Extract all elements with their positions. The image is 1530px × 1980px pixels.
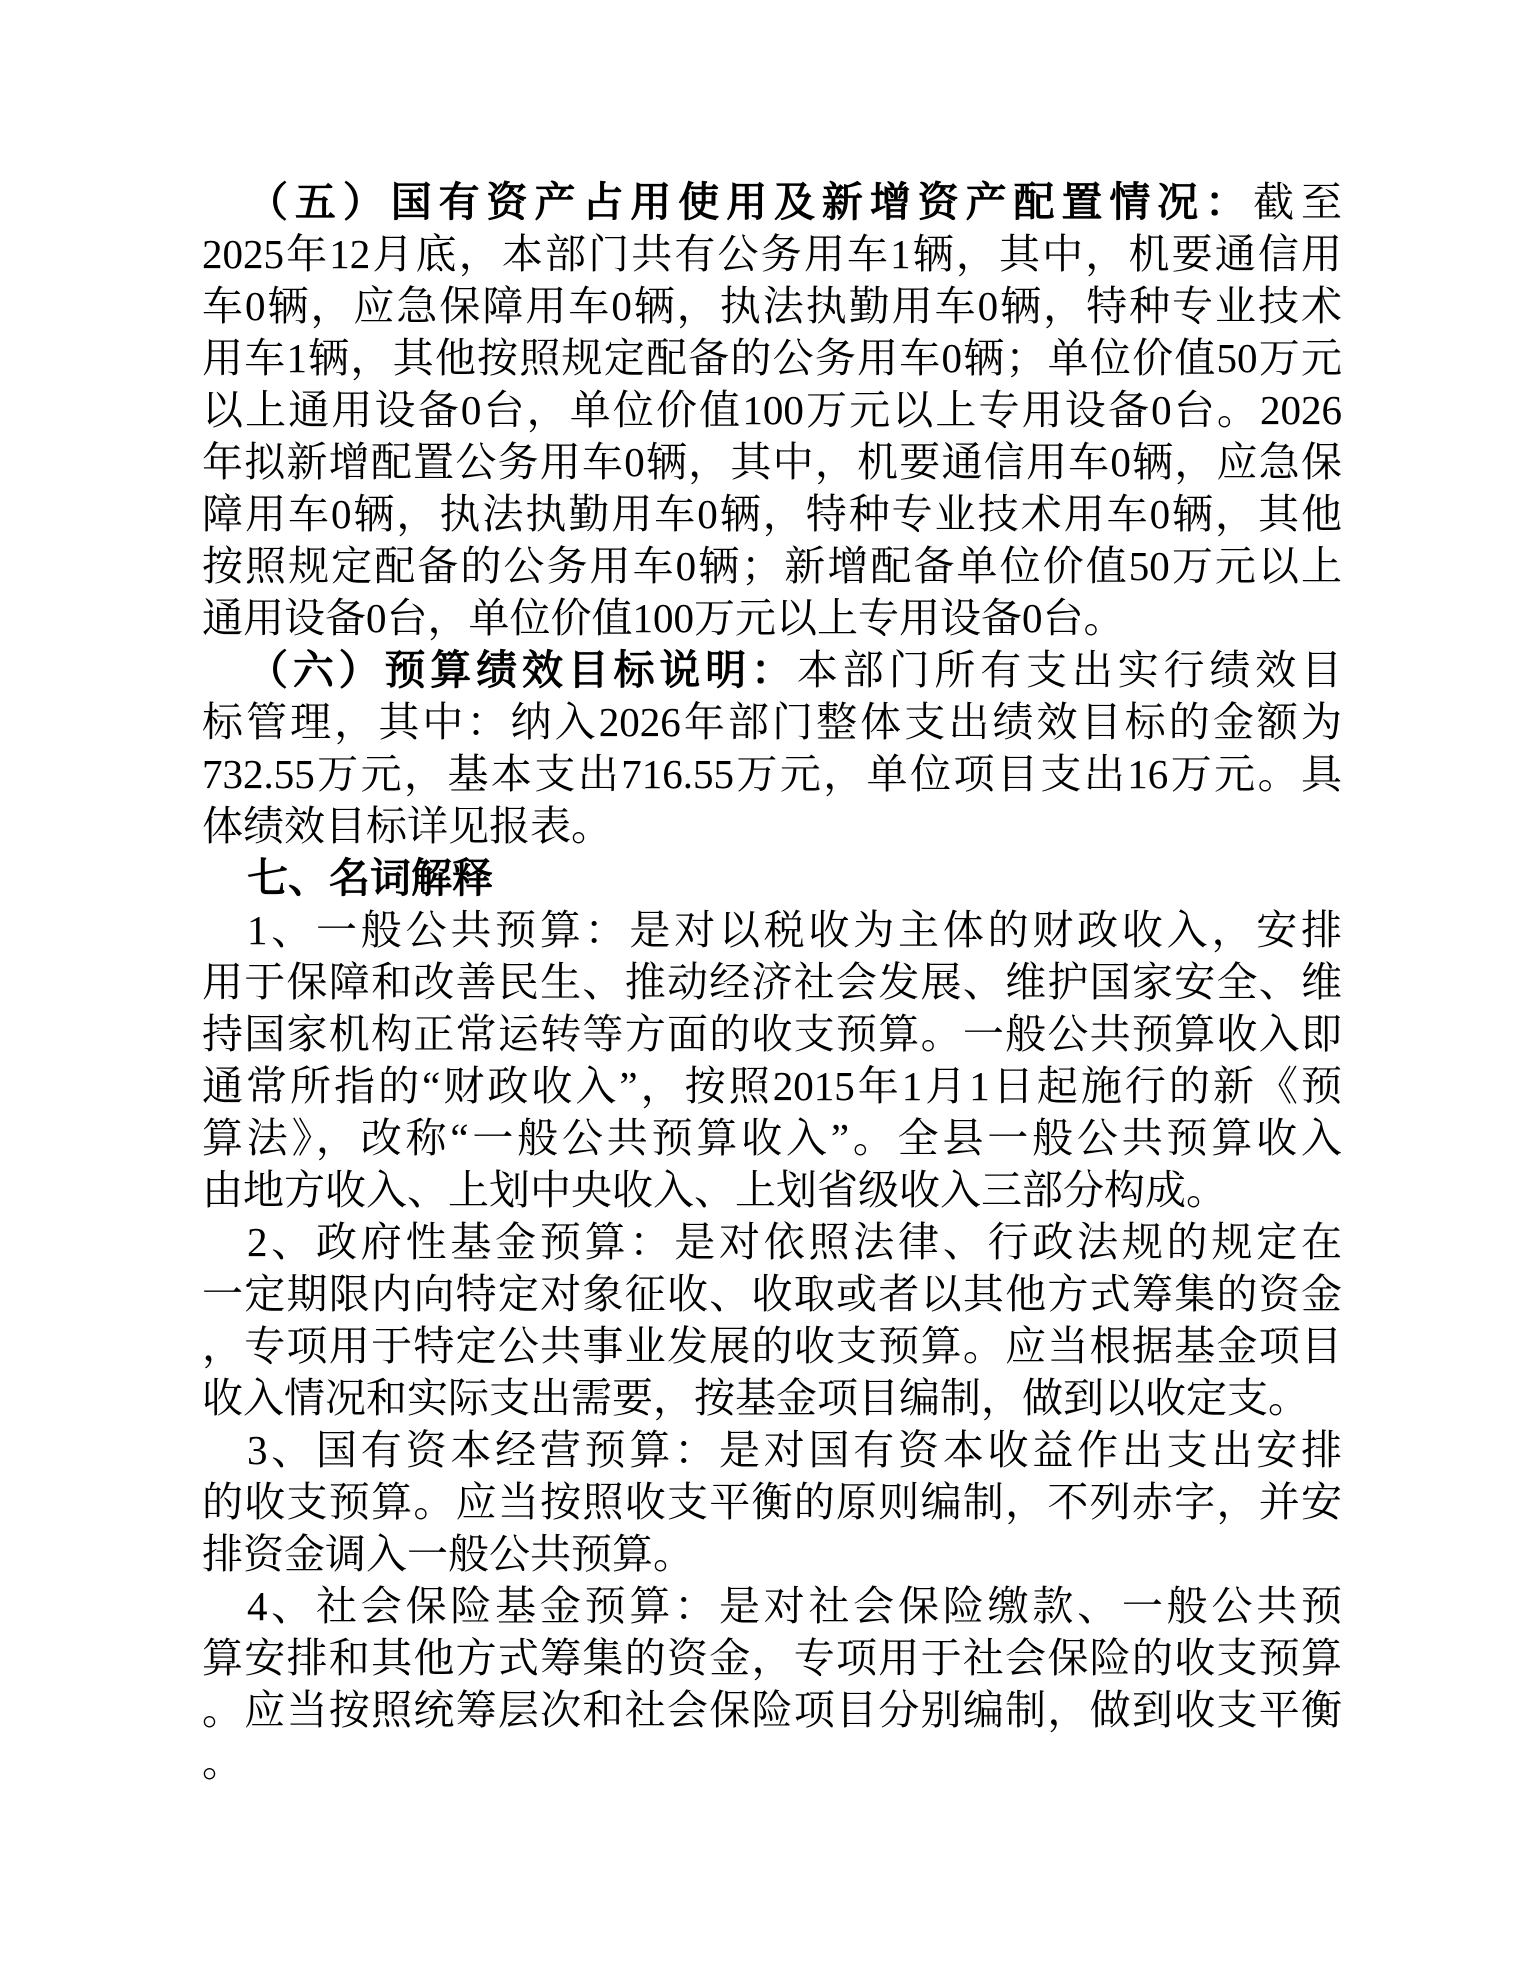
text-line-14 xyxy=(202,852,1342,904)
text-line-16 xyxy=(202,956,1342,1008)
text-segment: 用车1辆，其他按照规定配备的公务用车0辆；单位价值50万元 xyxy=(202,335,1342,381)
text-line-26 xyxy=(202,1476,1342,1528)
text-segment: 通常所指的“财政收入”，按照2015年1月1日起施行的新《预 xyxy=(202,1063,1342,1109)
text-segment: 障用车0辆，执法执勤用车0辆，特种专业技术用车0辆，其他 xyxy=(202,491,1342,537)
text-segment: 年拟新增配置公务用车0辆，其中，机要通信用车0辆，应急保 xyxy=(202,439,1342,485)
text-line-21 xyxy=(202,1216,1342,1268)
text-segment: 用于保障和改善民生、推动经济社会发展、维护国家安全、维 xyxy=(202,959,1342,1005)
text-segment: 持国家机构正常运转等方面的收支预算。一般公共预算收入即 xyxy=(202,1011,1342,1057)
text-line-3 xyxy=(202,280,1342,332)
text-segment: 4、社会保险基金预算：是对社会保险缴款、一般公共预 xyxy=(247,1583,1342,1629)
text-line-15 xyxy=(202,904,1342,956)
text-line-6 xyxy=(202,436,1342,488)
text-line-31 xyxy=(202,1736,1342,1788)
text-segment: 以上通用设备0台，单位价值100万元以上专用设备0台。2026 xyxy=(202,387,1342,433)
text-line-23 xyxy=(202,1320,1342,1372)
text-line-17 xyxy=(202,1008,1342,1060)
text-segment: 算法》，改称“一般公共预算收入”。全县一般公共预算收入 xyxy=(202,1115,1342,1161)
text-segment: 。应当按照统筹层次和社会保险项目分别编制，做到收支平衡 xyxy=(202,1687,1342,1733)
text-segment: 车0辆，应急保障用车0辆，执法执勤用车0辆，特种专业技术 xyxy=(202,283,1342,329)
text-line-5 xyxy=(202,384,1342,436)
text-segment: 通用设备0台，单位价值100万元以上专用设备0台。 xyxy=(202,595,1125,641)
document-body xyxy=(202,176,1342,1788)
heading-text-segment: 七、名词解释 xyxy=(247,855,493,901)
text-segment: 按照规定配备的公务用车0辆；新增配备单位价值50万元以上 xyxy=(202,543,1342,589)
text-line-27 xyxy=(202,1528,1342,1580)
text-line-22 xyxy=(202,1268,1342,1320)
text-segment: 体绩效目标详见报表。 xyxy=(202,803,612,849)
text-line-10 xyxy=(202,644,1342,696)
text-segment: 标管理，其中：纳入2026年部门整体支出绩效目标的金额为 xyxy=(202,699,1342,745)
text-segment: 收入情况和实际支出需要，按基金项目编制，做到以收定支。 xyxy=(202,1375,1309,1421)
text-segment: 截至 xyxy=(1253,179,1343,225)
text-segment: ，专项用于特定公共事业发展的收支预算。应当根据基金项目 xyxy=(202,1323,1342,1369)
text-segment: 一定期限内向特定对象征收、收取或者以其他方式筹集的资金 xyxy=(202,1271,1342,1317)
text-line-2 xyxy=(202,228,1342,280)
text-segment: 。 xyxy=(202,1739,243,1785)
heading-text-segment: （六）预算绩效目标说明： xyxy=(247,647,797,693)
text-segment: 732.55万元，基本支出716.55万元，单位项目支出16万元。具 xyxy=(202,751,1342,797)
text-line-12 xyxy=(202,748,1342,800)
text-line-30 xyxy=(202,1684,1342,1736)
text-line-28 xyxy=(202,1580,1342,1632)
text-line-29 xyxy=(202,1632,1342,1684)
text-segment: 1、一般公共预算：是对以税收为主体的财政收入，安排 xyxy=(247,907,1342,953)
text-line-13 xyxy=(202,800,1342,852)
text-line-19 xyxy=(202,1112,1342,1164)
text-segment: 排资金调入一般公共预算。 xyxy=(202,1531,694,1577)
text-segment: 算安排和其他方式筹集的资金，专项用于社会保险的收支预算 xyxy=(202,1635,1342,1681)
heading-text-segment: （五）国有资产占用使用及新增资产配置情况： xyxy=(247,179,1254,225)
text-line-24 xyxy=(202,1372,1342,1424)
text-line-4 xyxy=(202,332,1342,384)
text-line-8 xyxy=(202,540,1342,592)
text-line-20 xyxy=(202,1164,1342,1216)
text-line-9 xyxy=(202,592,1342,644)
text-segment: 2、政府性基金预算：是对依照法律、行政法规的规定在 xyxy=(247,1219,1342,1265)
text-segment: 2025年12月底，本部门共有公务用车1辆，其中，机要通信用 xyxy=(202,231,1342,277)
text-segment: 由地方收入、上划中央收入、上划省级收入三部分构成。 xyxy=(202,1167,1227,1213)
text-line-1 xyxy=(202,176,1342,228)
text-line-18 xyxy=(202,1060,1342,1112)
text-line-11 xyxy=(202,696,1342,748)
text-segment: 3、国有资本经营预算：是对国有资本收益作出支出安排 xyxy=(247,1427,1342,1473)
text-line-25 xyxy=(202,1424,1342,1476)
text-line-7 xyxy=(202,488,1342,540)
text-segment: 本部门所有支出实行绩效目 xyxy=(796,647,1343,693)
text-segment: 的收支预算。应当按照收支平衡的原则编制，不列赤字，并安 xyxy=(202,1479,1342,1525)
